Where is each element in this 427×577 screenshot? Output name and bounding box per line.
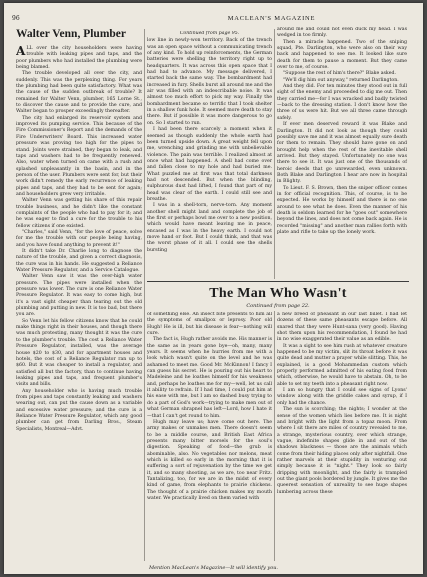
story-man-who-wasnt-col1 [147,312,272,561]
paragraph: "We'll dig him out anyway," returned Darlington. [283,77,399,83]
continued-note: Continued from page 95. [179,31,240,36]
story-walter-venn [16,27,142,561]
paragraph: The city had enlarged its reservoir system and improved its pumping service. This because of the Fire Commissioner's Report and the demands of the Fire Underwriters' Board. This increased water pressure was proving too high for the pipes to stand. Joints were strained, they began to leak, and taps and washers had to be frequently renewed. Also, water when turned on came with a rush and splashed unpleasantly in the basin, and in the person of the user. Plumbers were sent for, but their work didn't remedy the early recurrence of leaking pipes and taps, and they had to be sent for again; and householders grew very irritable. [16,115,142,197]
paragraph: So Venn let his fellow citizens know that he could make things right in their houses, and though there was much protesting, many thought it was the cure to the plumber's trouble. The cost a Reliance Water Pressure Regulator, installed, was the average house $20 to $30, and for apartment houses and hotels, the cost of a Reliance Regulator ran up to $60. But it was cheaper to install a regulator, and satisfied all but the factory, than to continue having leaking pipes and taps, and frequent plumber's visits and bills. [16,318,142,388]
paragraph: Any householder who is having much trouble from pipes and taps constantly leaking and washers wearing out, can put the cause down as a variable and excessive water pressure; and the cure is a Reliance Water Pressure Regulator, which any good plumber can get from Darling Bros., Steam Specialists, Montreal—Advt. [16,388,142,432]
story-title: Walter Venn, Plumber [16,28,127,40]
paragraph: It was a sight to see him rush at whatever creature happened to be my victim, slit its throat before it was quite dead and mutter a prayer while slitting. This, he explained, is a good Mohammedan custom which properly performed admitted of his eating food from which, otherwise, he would have to abstain. Oh, to be able to set my teeth into a pheasant right now. [277,343,407,387]
page-footer: Mention MacLean's Magazine—It will identify you. [148,565,279,571]
paragraph: Walter Venn saw it was the over-high water pressure. The pipes were installed when the pressure was lower. The cure is one Reliance Water Pressure Regulator. It was easy to come high, but it's a vast sight cheaper than tearing out the old plumbing and putting in new. It is too bad, but there you are. [16,274,142,318]
page-number: 96 [12,15,20,22]
paragraph: I had been there scarcely a moment when it seemed as though suddenly the whole earth had been turned upside down. A great weight fell upon me, wrenching and grinding me with unbelievable violence. The pain was terrible. I realized almost at once what had happened. A shell had come over and fallen close to my hole and had buried me. What puzzled me at first was that total darkness had not descended. But when the blinding, sulphurous dust had lifted, I found that part of my head was clear of the earth. I could still see and breathe. [147,127,272,202]
paragraph: It didn't take Dr. Charlie long to diagnose the nature of the trouble, and given a correct diagnosis, the cure was in his hands. He suggested a Reliance Water Pressure Regulator, and a Service Catalogue. [16,249,142,274]
drop-cap: A [16,44,26,58]
magazine-page [4,3,423,574]
paragraph: The trouble developed all over the city, and suddenly. This was the perplexing thing. For years the plumbing had been quite satisfactory. What was the cause of the sudden outbreak of trouble? It remained for Walter Venn, plumber, 165 Lorne St., to discover the cause and to provide the cure, and Walter began to prosper exceedingly thereafter. [16,71,142,115]
paragraph: And they did. For ten minutes they stood out in full sight of the enemy and proceeded to dig me out. Then they carried me—for I was wracked and badly twisted—back to the dressing station. I don't know how the three of us were hit. But we all three came through safely. [277,84,407,121]
paragraph: a new breed of pheasant in our last billet. I had let dozens of these same pheasants escape before. All snared that they were Hunt-sana (very good). Having shot them upon his recommendation, I found he had in no wise exaggerated their value as an edible. [277,312,407,343]
paragraph: The fact is, Hugh rather avoids me. His manner is the same as in years gone bye—oh, many, many years. It seems when he hurries from me with a look which wasn't quite on the level and he was ashamed to meet me. Good Mr. McKinnon! I fancy I can guess his secret. He is pouring out his heart to Madeleine and he loathes himself for his weakness and, perhaps he loathes me for my—well, let us call it ability to refrain. If I had time, I could put him at his ease with me, but I am so dashed busy trying to do a part of God's work—trying to make men out of what German shrapnel has left—Lord, how I hate it—that I can't get round to him. [147,337,272,419]
paragraph: I am so hungry that I could see signs of Lyons' window along with the griddle cakes and syrup, if I only had the chance. [277,388,407,406]
paragraph: Then a miracle happened. Two of the sniping squad, Pte. Darlington, who were also on their way back and happened to see me. It looked like sure death for them to pause a moment. But they came over to me, of course. [277,39,407,71]
paragraph: around me and could not even duck my head. I was wedged in too firmly. [277,27,407,39]
column-divider [274,311,275,561]
continued-note: Continued from page 22. [246,303,310,309]
story-continued-95 [147,31,272,278]
paragraph: Walter Venn was getting his share of this repair trouble business, and he didn't like the constant complaints of the people who had to pay for it; and he was eager to find a cure for the trouble to his fellow citizens if one existed. [16,198,142,229]
story-continued-column [277,27,407,278]
column-divider [144,29,145,561]
story-title-man-who-wasnt: The Man Who Wasn't [209,286,347,301]
paragraph: "Charles," said Venn, "for the love of peace, solve for me the trouble with our people being having, and you have found anything to prevent it!" [16,229,142,248]
page-header [12,15,413,25]
section-rule [147,281,409,282]
paragraph: The sun is scorching; the nights; I wonder at the sense of the women which lies before me. It is night and bright with the light from a topaz moon. From where I sit there are miles of country revealed to me, a strange, mysterious country, over which strange, vague, indefinite shapes glide in and out of the shadows blackness — those are the animals which come from their hiding places only after nightfall. One rather marvels at their stupidity in venturing out simply because it is "night." They look so fairly dripping with moonlight, and the fairly is trampled out the giant pools bordered by jungle. It gives me the queerest sensation of unreality to see huge shapes lumbering across these [277,407,407,495]
paragraph: low line in newly-won territory. Back of the trench was an open space without a communicating trench of any kind. To hold up reinforcements, the German batteries were shelling the territory right up to headquarters. It was across this open space that I had had to advance. My message delivered, I started back the same way. The bombardment had increased in fury. Shells burst all around me and the air was filled with an indescribable noise. It was almost too much effort to pick my way. Finally the bombardment became so terrific that I took shelter in a shallow funk hole. It seemed more death to stay there. But if possible it was more dangerous to go on. So I started to run. [147,38,272,126]
column-divider [274,29,275,279]
paragraph: If ever men deserved reward it was Blake and Darlington. It did not look as though they could possibly save me and it was almost equally sure death for them to remain. They should have gone on and brought help when the rest of the inevitable shell arrived. But they stayed. Unfortunately no one was there to see it. It was just one of the thousands of heroic deeds that go unrewarded, even unknown. Both Blake and Darlington I hear are now in hospital in Blighty. [277,122,407,185]
paragraph: "Suppose the rest of him's there?" Blake asked. [283,71,397,77]
story-man-who-wasnt-col2 [277,312,407,561]
paragraph: of something else. An insect bite presents to him all the symptoms of smallpox or leprosy. Poor old Hugh! He is ill, but his disease is fear—nothing will cure. [147,312,272,337]
lead-paragraph: ALL over the city householders were having trouble with leaking pipes and taps, and the poor plumbers who had installed the plumbing were being blamed. [16,44,142,71]
paragraph: I was in a shell-torn, nerve-torn. Any moment another shell might land and complete the job of the first or perhaps bowl me over to a new position, which would have meant leaving me in peace, encased as I was in the heavy earth. I could not move hand or foot. But I could think, and that was the worst phase of it all. I could see the shells bursting [147,203,272,253]
magazine-title: MACLEAN'S MAGAZINE [227,15,316,22]
paragraph: Hugh may leave us; have come out here. The army makes or unmakes men. There doesn't seem to be a middle course, and British East Africa presents many bitter morsels for the soul's digestion. Speaking of food—the grub is abominable, also. No vegetables nor melons, meat which is killed so early in the morning that it is suffering a sort of rejuvenation by the time we get it, and so many shooting, as we are, too near Fritz. Tantalizing, too, for we are in the midst of every kind of game, from elephants to prairie chickens. The thought of a prairie chicken makes my mouth water. We practically lived on them varied with [147,419,272,501]
paragraph: To Lieut. F. S. Brown, then the sniper officer comes in for official recognition. This, of course, is to be expected. He works by himself and there is no one around to see what he does. Even the manner of his death is seldom learned for he "goes out" somewhere beyond the lines, and does not come back again. He is recorded "missing" and another man rallies forth with plate and rifle to take up the lonely work. [277,185,407,235]
